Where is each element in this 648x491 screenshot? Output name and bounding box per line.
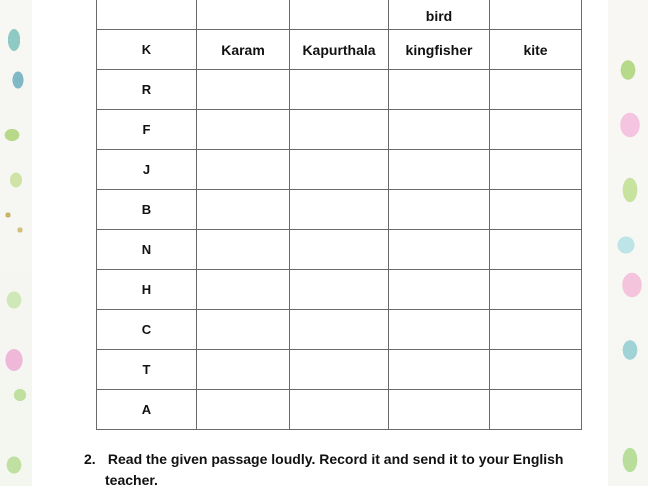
worksheet-table [96, 0, 582, 430]
table-row [97, 390, 582, 430]
place-cell[interactable] [290, 230, 389, 270]
place-cell[interactable] [290, 110, 389, 150]
table-row [97, 110, 582, 150]
animal-cell[interactable] [389, 310, 490, 350]
letter-cell: J [97, 150, 197, 190]
animal-cell[interactable] [389, 270, 490, 310]
thing-cell[interactable] [490, 390, 582, 430]
header-animal-cell: bird [389, 0, 490, 30]
animal-cell[interactable] [389, 190, 490, 230]
person-cell[interactable] [197, 150, 290, 190]
thing-cell: kite [490, 30, 582, 70]
place-cell: Kapurthala [290, 30, 389, 70]
animal-cell[interactable] [389, 390, 490, 430]
animal-cell[interactable] [389, 150, 490, 190]
table-row [97, 190, 582, 230]
letter-cell: B [97, 190, 197, 230]
person-cell[interactable] [197, 270, 290, 310]
person-cell[interactable] [197, 350, 290, 390]
table-row [97, 150, 582, 190]
person-cell[interactable] [197, 390, 290, 430]
table-header-row [97, 0, 582, 30]
letter-cell: K [97, 30, 197, 70]
person-cell: Karam [197, 30, 290, 70]
table-row [97, 310, 582, 350]
letter-cell: F [97, 110, 197, 150]
instruction-line-1 [84, 449, 564, 470]
thing-cell[interactable] [490, 270, 582, 310]
thing-cell[interactable] [490, 70, 582, 110]
place-cell[interactable] [290, 310, 389, 350]
place-cell[interactable] [290, 150, 389, 190]
place-cell[interactable] [290, 350, 389, 390]
animal-cell[interactable] [389, 230, 490, 270]
place-cell[interactable] [290, 190, 389, 230]
letter-cell: T [97, 350, 197, 390]
floral-border-right [608, 0, 648, 486]
header-letter-cell [97, 0, 197, 30]
header-place-cell [290, 0, 389, 30]
thing-cell[interactable] [490, 230, 582, 270]
person-cell[interactable] [197, 110, 290, 150]
floral-border-left [0, 0, 32, 486]
header-thing-cell [490, 0, 582, 30]
letter-cell: C [97, 310, 197, 350]
table-row [97, 270, 582, 310]
animal-cell: kingfisher [389, 30, 490, 70]
letter-cell: A [97, 390, 197, 430]
header-person-cell [197, 0, 290, 30]
animal-cell[interactable] [389, 70, 490, 110]
place-cell[interactable] [290, 390, 389, 430]
table-row [97, 70, 582, 110]
letter-cell: H [97, 270, 197, 310]
instruction-2 [84, 449, 564, 491]
thing-cell[interactable] [490, 190, 582, 230]
table-row [97, 350, 582, 390]
thing-cell[interactable] [490, 350, 582, 390]
animal-cell[interactable] [389, 110, 490, 150]
thing-cell[interactable] [490, 310, 582, 350]
thing-cell[interactable] [490, 150, 582, 190]
thing-cell[interactable] [490, 110, 582, 150]
letter-cell: N [97, 230, 197, 270]
instruction-number: 2. [84, 451, 96, 467]
place-cell[interactable] [290, 70, 389, 110]
instruction-text-2: teacher. [105, 472, 158, 488]
table-row [97, 230, 582, 270]
person-cell[interactable] [197, 310, 290, 350]
person-cell[interactable] [197, 230, 290, 270]
person-cell[interactable] [197, 70, 290, 110]
place-cell[interactable] [290, 270, 389, 310]
person-cell[interactable] [197, 190, 290, 230]
letter-cell: R [97, 70, 197, 110]
table-row [97, 30, 582, 70]
instruction-text-1: Read the given passage loudly. Record it and send it to your English [107, 451, 564, 467]
animal-cell[interactable] [389, 350, 490, 390]
